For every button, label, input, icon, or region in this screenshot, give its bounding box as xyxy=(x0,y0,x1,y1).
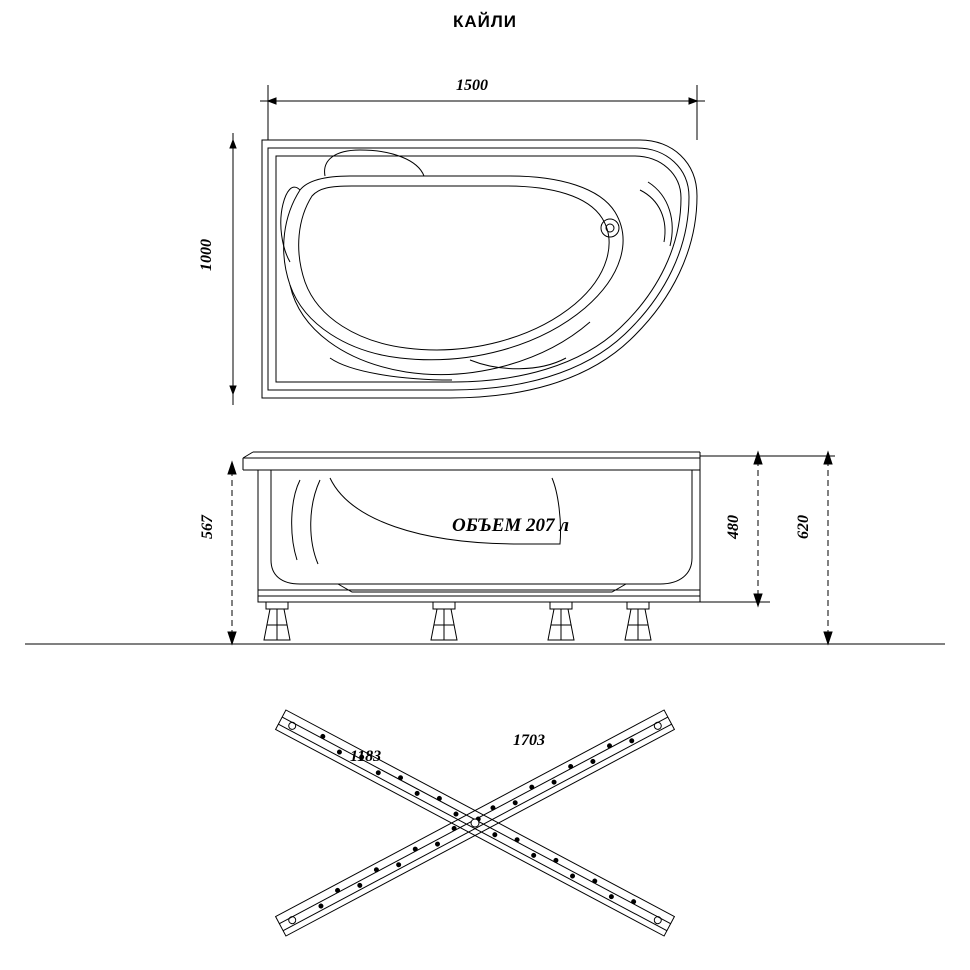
top-view-width-label: 1500 xyxy=(456,77,488,94)
drawing-title: КАЙЛИ xyxy=(452,12,518,31)
front-view-height-total-label: 567 xyxy=(199,515,216,539)
volume-label: ОБЪЕМ 207 л xyxy=(452,515,570,536)
frame-view-graphics xyxy=(0,668,970,968)
frame-rail-long-label: 1703 xyxy=(513,732,545,749)
front-view-height-overall-label: 620 xyxy=(795,515,812,539)
front-view-graphics xyxy=(0,440,970,670)
top-view-depth-label: 1000 xyxy=(198,239,215,271)
front-view-height-body-label: 480 xyxy=(725,515,742,539)
frame-rail-short-label: 1183 xyxy=(350,748,382,765)
top-view-graphics xyxy=(0,0,970,430)
